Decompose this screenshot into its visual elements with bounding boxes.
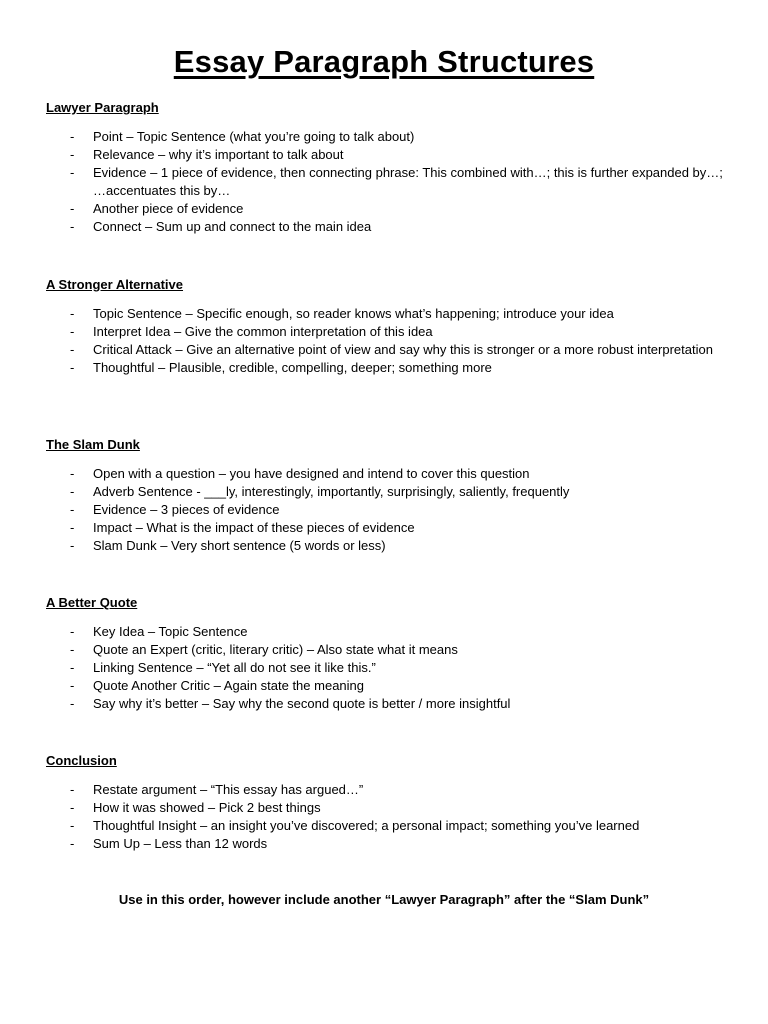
list-item [46, 483, 726, 501]
dash-bullet: - [70, 201, 75, 216]
section-lawyer-paragraph [46, 99, 726, 236]
list-item-text: Thoughtful Insight – an insight you’ve discovered; a personal impact; something you’ve learned [93, 818, 640, 833]
dash-bullet: - [70, 147, 75, 162]
list-item-text: Impact – What is the impact of these pieces of evidence [93, 520, 415, 535]
page-title: Essay Paragraph Structures [173, 44, 595, 79]
section-heading: Conclusion [46, 753, 117, 768]
section-stronger-alternative [46, 276, 726, 377]
list-item [46, 641, 726, 659]
list-item [46, 164, 726, 200]
dash-bullet: - [70, 520, 75, 535]
dash-bullet: - [70, 818, 75, 833]
dash-bullet: - [70, 342, 75, 357]
list-item-text: Quote an Expert (critic, literary critic) – Also state what it means [93, 642, 458, 657]
dash-bullet: - [70, 219, 75, 234]
list-item [46, 677, 726, 695]
section-heading: A Better Quote [46, 595, 138, 610]
list-item [46, 323, 726, 341]
list-item-text: Open with a question – you have designed and intend to cover this question [93, 466, 530, 481]
dash-bullet: - [70, 538, 75, 553]
list-item [46, 128, 726, 146]
dash-bullet: - [70, 836, 75, 851]
list-item [46, 781, 726, 799]
list-item [46, 501, 726, 519]
list-item-text: Slam Dunk – Very short sentence (5 words or less) [93, 538, 386, 553]
list-item [46, 218, 726, 236]
list-item-text: Adverb Sentence - ___ly, interestingly, importantly, surprisingly, saliently, frequently [93, 484, 570, 499]
list-item-text: Thoughtful – Plausible, credible, compelling, deeper; something more [93, 360, 492, 375]
dash-bullet: - [70, 678, 75, 693]
list-item-text: Key Idea – Topic Sentence [93, 624, 248, 639]
footer-note: Use in this order, however include another “Lawyer Paragraph” after the “Slam Dunk” [118, 892, 650, 907]
bullet-list [46, 623, 726, 713]
dash-bullet: - [70, 165, 75, 180]
dash-bullet: - [70, 484, 75, 499]
bullet-list [46, 305, 726, 377]
list-item [46, 359, 726, 377]
section-heading: A Stronger Alternative [46, 277, 184, 292]
list-item [46, 200, 726, 218]
dash-bullet: - [70, 800, 75, 815]
dash-bullet: - [70, 696, 75, 711]
dash-bullet: - [70, 624, 75, 639]
list-item [46, 659, 726, 677]
list-item-text: Say why it’s better – Say why the second quote is better / more insightful [93, 696, 511, 711]
list-item-text: Critical Attack – Give an alternative point of view and say why this is stronger or a more robust interpretation [93, 342, 713, 357]
list-item-text: Interpret Idea – Give the common interpretation of this idea [93, 324, 433, 339]
list-item-text: Sum Up – Less than 12 words [93, 836, 268, 851]
bullet-list [46, 781, 726, 853]
list-item-text: How it was showed – Pick 2 best things [93, 800, 321, 815]
list-item [46, 465, 726, 483]
list-item-text: Restate argument – “This essay has argued…” [93, 782, 364, 797]
dash-bullet: - [70, 660, 75, 675]
bullet-list [46, 465, 726, 555]
list-item [46, 817, 726, 835]
list-item [46, 146, 726, 164]
section-slam-dunk [46, 436, 726, 555]
list-item [46, 537, 726, 555]
list-item-text: Linking Sentence – “Yet all do not see it like this.” [93, 660, 376, 675]
list-item-text: Evidence – 3 pieces of evidence [93, 502, 280, 517]
list-item [46, 519, 726, 537]
list-item-text: Evidence – 1 piece of evidence, then connecting phrase: This combined with…; this is further expanded by…; …accentuates this by… [93, 165, 723, 198]
list-item-text: Another piece of evidence [93, 201, 244, 216]
list-item [46, 695, 726, 713]
dash-bullet: - [70, 466, 75, 481]
list-item-text: Point – Topic Sentence (what you’re going to talk about) [93, 129, 415, 144]
section-better-quote [46, 594, 726, 713]
list-item-text: Topic Sentence – Specific enough, so reader knows what’s happening; introduce your idea [93, 306, 614, 321]
section-conclusion [46, 752, 726, 853]
list-item [46, 623, 726, 641]
list-item-text: Quote Another Critic – Again state the meaning [93, 678, 365, 693]
dash-bullet: - [70, 129, 75, 144]
dash-bullet: - [70, 782, 75, 797]
list-item [46, 341, 726, 359]
list-item [46, 305, 726, 323]
list-item [46, 799, 726, 817]
dash-bullet: - [70, 642, 75, 657]
list-item-text: Relevance – why it’s important to talk about [93, 147, 344, 162]
dash-bullet: - [70, 324, 75, 339]
dash-bullet: - [70, 360, 75, 375]
bullet-list [46, 128, 726, 236]
list-item-text: Connect – Sum up and connect to the main idea [93, 219, 372, 234]
dash-bullet: - [70, 502, 75, 517]
section-heading: The Slam Dunk [46, 437, 140, 452]
list-item [46, 835, 726, 853]
section-heading: Lawyer Paragraph [46, 100, 159, 115]
dash-bullet: - [70, 306, 75, 321]
